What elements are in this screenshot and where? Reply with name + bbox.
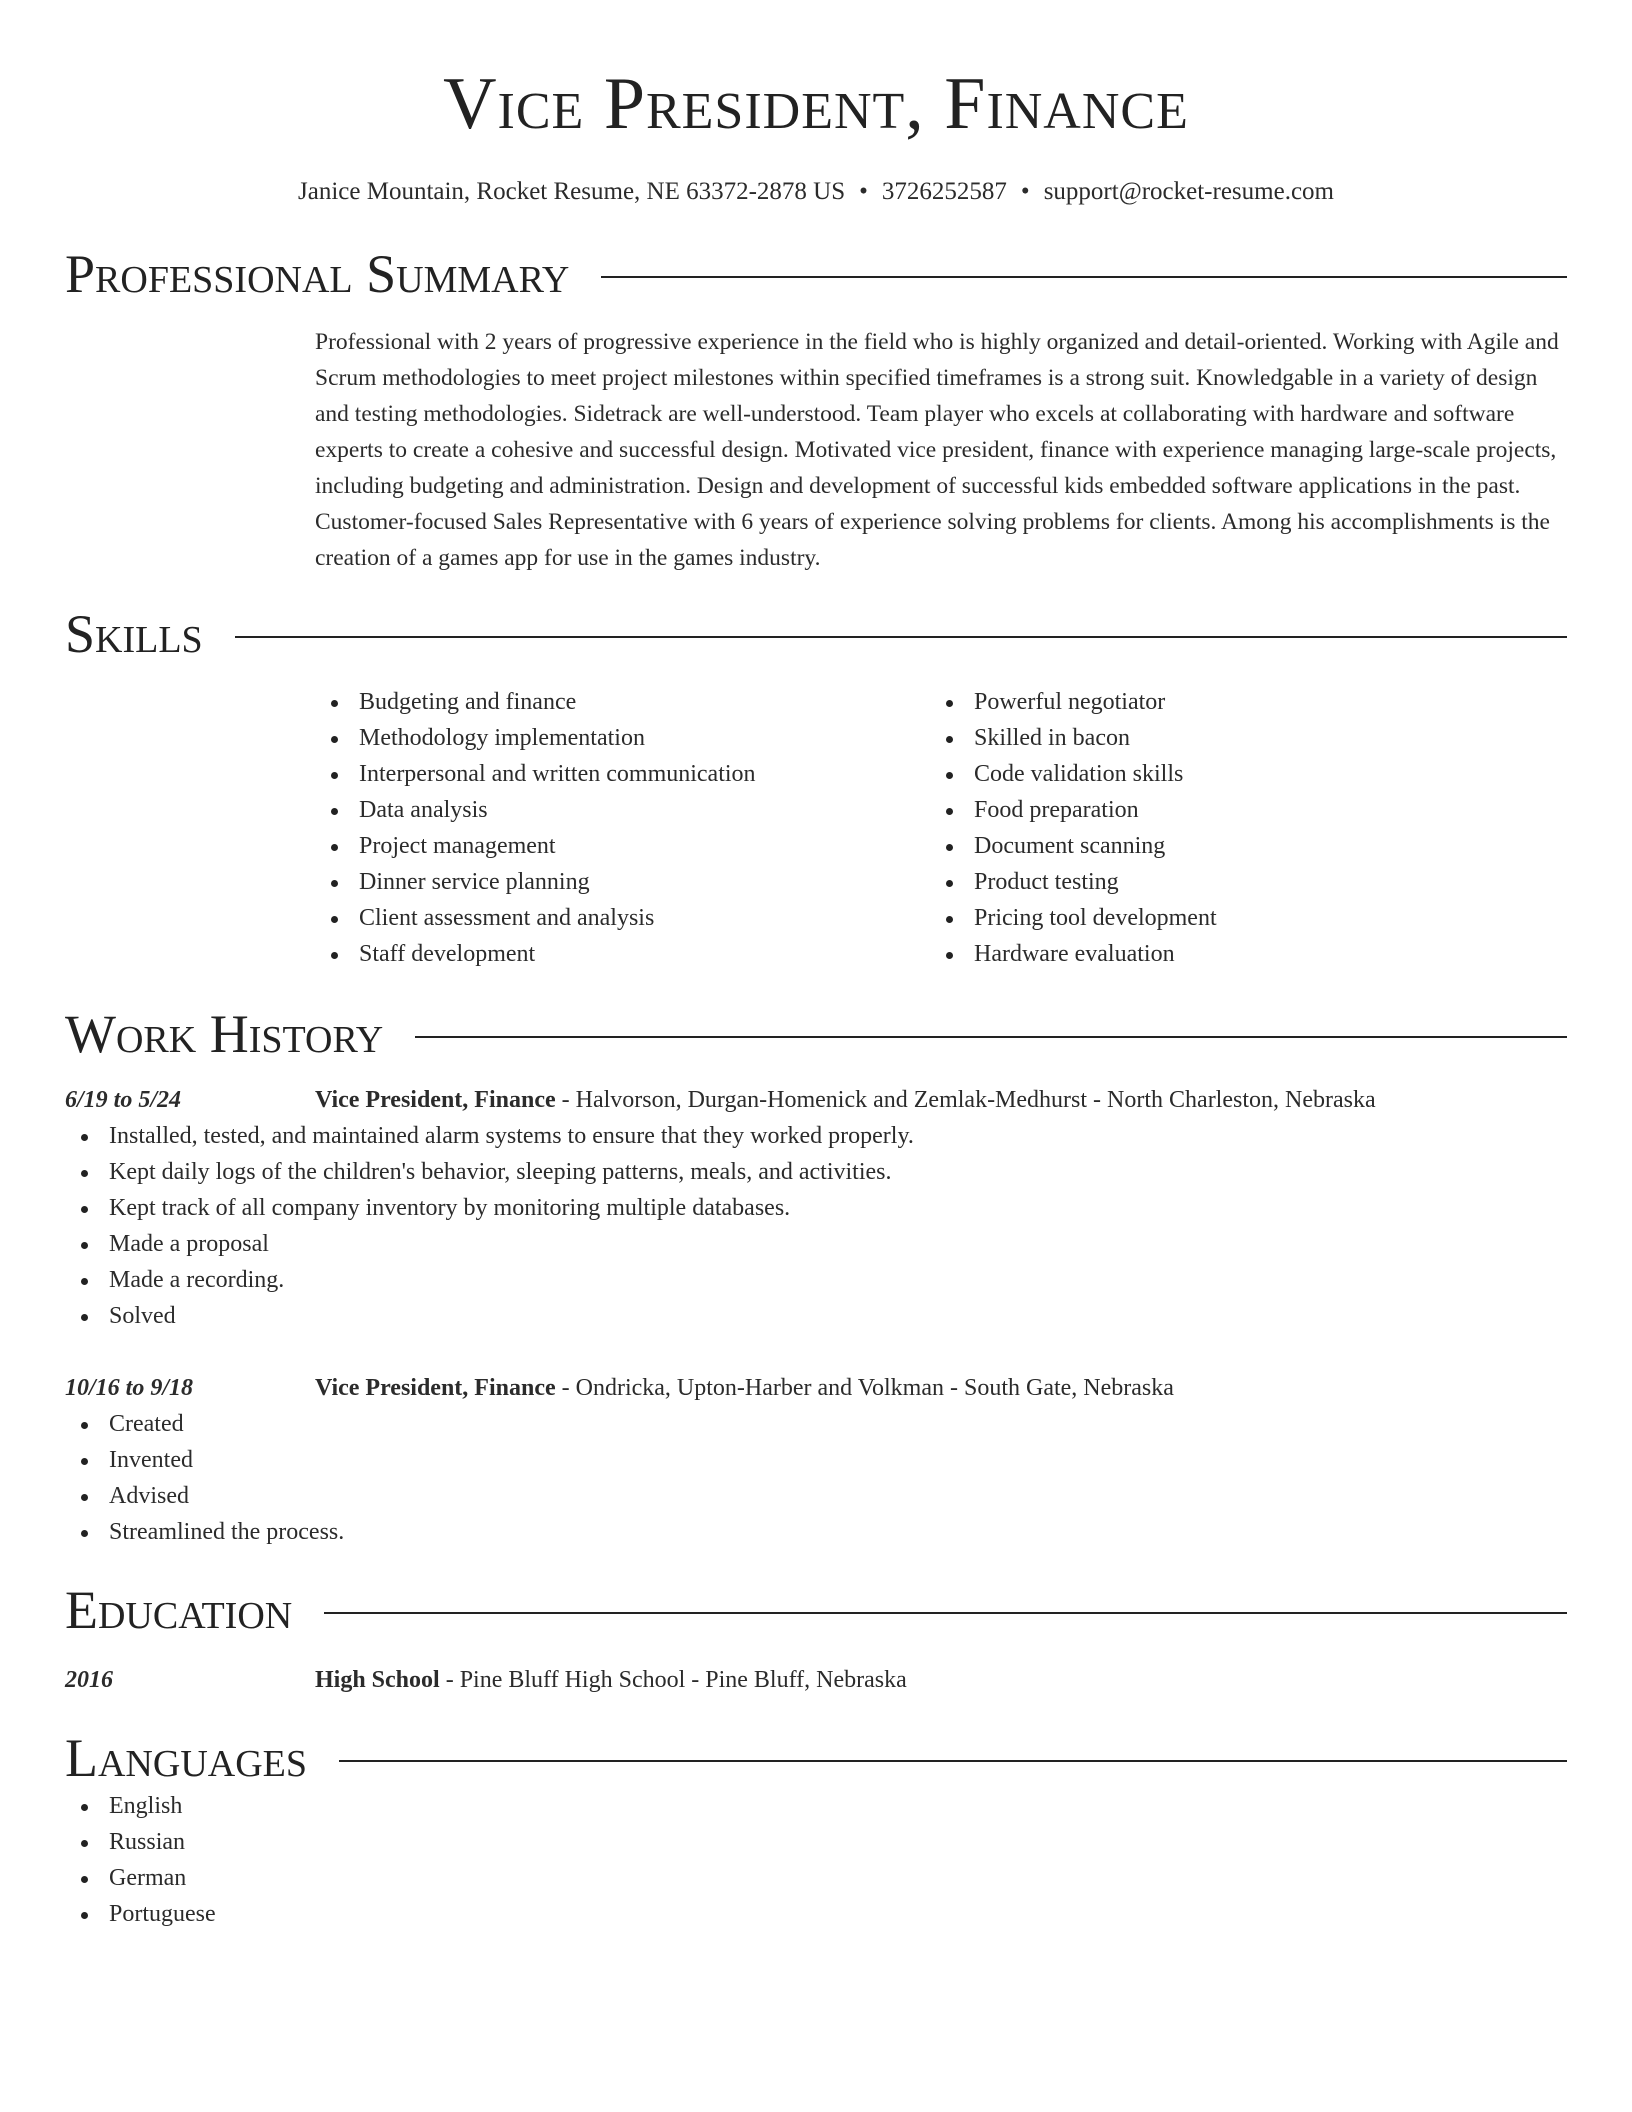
section-header [65, 1004, 1567, 1064]
skill-item: Dinner service planning [315, 864, 930, 900]
skill-item: Skilled in bacon [930, 720, 1545, 756]
contact-line [65, 176, 1567, 208]
section-divider [339, 1760, 1567, 1762]
section-divider [601, 276, 1567, 278]
job-role: Vice President, Finance [315, 1087, 556, 1113]
skill-item: Hardware evaluation [930, 936, 1545, 972]
contact-address: Janice Mountain, Rocket Resume, NE 63372-2878 US [298, 178, 846, 205]
job-employer: - Halvorson, Durgan-Homenick and Zemlak-Medhurst - North Charleston, Nebraska [555, 1087, 1376, 1113]
skills-list-right [930, 684, 1545, 972]
section-header [65, 1580, 1567, 1640]
job-header [315, 1082, 1567, 1118]
separator-dot: • [1020, 178, 1030, 205]
education-year: 2016 [65, 1667, 113, 1693]
skills-list-left [315, 684, 930, 972]
skill-item: Interpersonal and written communication [315, 756, 930, 792]
languages-section [65, 1728, 1567, 1932]
job-bullet: Advised [65, 1478, 1567, 1514]
education-degree: High School [315, 1667, 440, 1693]
separator-dot: • [859, 178, 868, 205]
job-bullet: Installed, tested, and maintained alarm systems to ensure that they worked properly. [65, 1118, 1567, 1154]
job-bullet: Kept track of all company inventory by monitoring multiple databases. [65, 1190, 1567, 1226]
section-title-skills: Skills [65, 604, 203, 664]
work-history-section [65, 1004, 1567, 1550]
skill-item: Staff development [315, 936, 930, 972]
skill-item: Methodology implementation [315, 720, 930, 756]
job-dates: 10/16 to 9/18 [65, 1375, 194, 1401]
job-bullet: Streamlined the process. [65, 1514, 1567, 1550]
languages-list [65, 1788, 1567, 1932]
education-header [315, 1662, 1567, 1698]
section-title-summary: Professional Summary [65, 244, 570, 304]
language-item: Russian [65, 1824, 1567, 1860]
education-section [65, 1580, 1567, 1698]
skill-item: Pricing tool development [930, 900, 1545, 936]
section-title-languages: Languages [65, 1728, 307, 1788]
skill-item: Data analysis [315, 792, 930, 828]
job-entry [65, 1082, 1567, 1334]
job-role: Vice President, Finance [315, 1375, 556, 1401]
job-entry [65, 1370, 1567, 1550]
section-title-work-history: Work History [65, 1004, 384, 1064]
section-header [65, 604, 1567, 664]
skill-item: Product testing [930, 864, 1545, 900]
skill-item: Code validation skills [930, 756, 1545, 792]
section-divider [324, 1612, 1567, 1614]
skill-item: Powerful negotiator [930, 684, 1545, 720]
job-bullet: Made a recording. [65, 1262, 1567, 1298]
skills-grid [315, 684, 1567, 972]
skill-item: Client assessment and analysis [315, 900, 930, 936]
job-bullet: Solved [65, 1298, 1567, 1334]
summary-text: Professional with 2 years of progressive experience in the field who is highly organized and detail-oriented. Working with Agile and Scrum methodologies to meet project milestones within specified timeframes is a strong suit. Knowledgable in a variety of design and testing methodologies. Sidetrack are well-understood. Team player who excels at collaborating with hardware and software experts to create a cohesive and successful design. Motivated vice president, finance with experience managing large-scale projects, including budgeting and administration. Design and development of successful kids embedded software applications in the past. Customer-focused Sales Representative with 6 years of experience solving problems for clients. Among his accomplishments is the creation of a games app for use in the games industry. [315, 329, 1559, 571]
section-header [65, 1728, 1567, 1788]
section-title-education: Education [65, 1580, 293, 1640]
skills-section [65, 604, 1567, 972]
education-entry [65, 1662, 1567, 1698]
skills-column-right [930, 684, 1545, 972]
language-item: English [65, 1788, 1567, 1824]
job-bullet: Kept daily logs of the children's behavior, sleeping patterns, meals, and activities. [65, 1154, 1567, 1190]
summary-section [65, 244, 1567, 576]
job-bullets [65, 1118, 1567, 1334]
language-item: Portuguese [65, 1896, 1567, 1932]
section-divider [415, 1036, 1567, 1038]
skill-item: Document scanning [930, 828, 1545, 864]
job-bullet: Invented [65, 1442, 1567, 1478]
page-title: Vice President, Finance [443, 63, 1189, 145]
job-header [315, 1370, 1567, 1406]
section-divider [235, 636, 1567, 638]
skill-item: Project management [315, 828, 930, 864]
section-header [65, 244, 1567, 304]
job-bullet: Created [65, 1406, 1567, 1442]
contact-email: support@rocket-resume.com [1043, 178, 1334, 205]
skill-item: Food preparation [930, 792, 1545, 828]
skill-item: Budgeting and finance [315, 684, 930, 720]
job-employer: - Ondricka, Upton-Harber and Volkman - South Gate, Nebraska [555, 1375, 1174, 1401]
education-school: - Pine Bluff High School - Pine Bluff, Nebraska [439, 1667, 907, 1693]
job-bullets [65, 1406, 1567, 1550]
job-dates: 6/19 to 5/24 [65, 1087, 182, 1113]
language-item: German [65, 1860, 1567, 1896]
contact-phone: 3726252587 [881, 178, 1007, 205]
skills-column-left [315, 684, 930, 972]
job-bullet: Made a proposal [65, 1226, 1567, 1262]
